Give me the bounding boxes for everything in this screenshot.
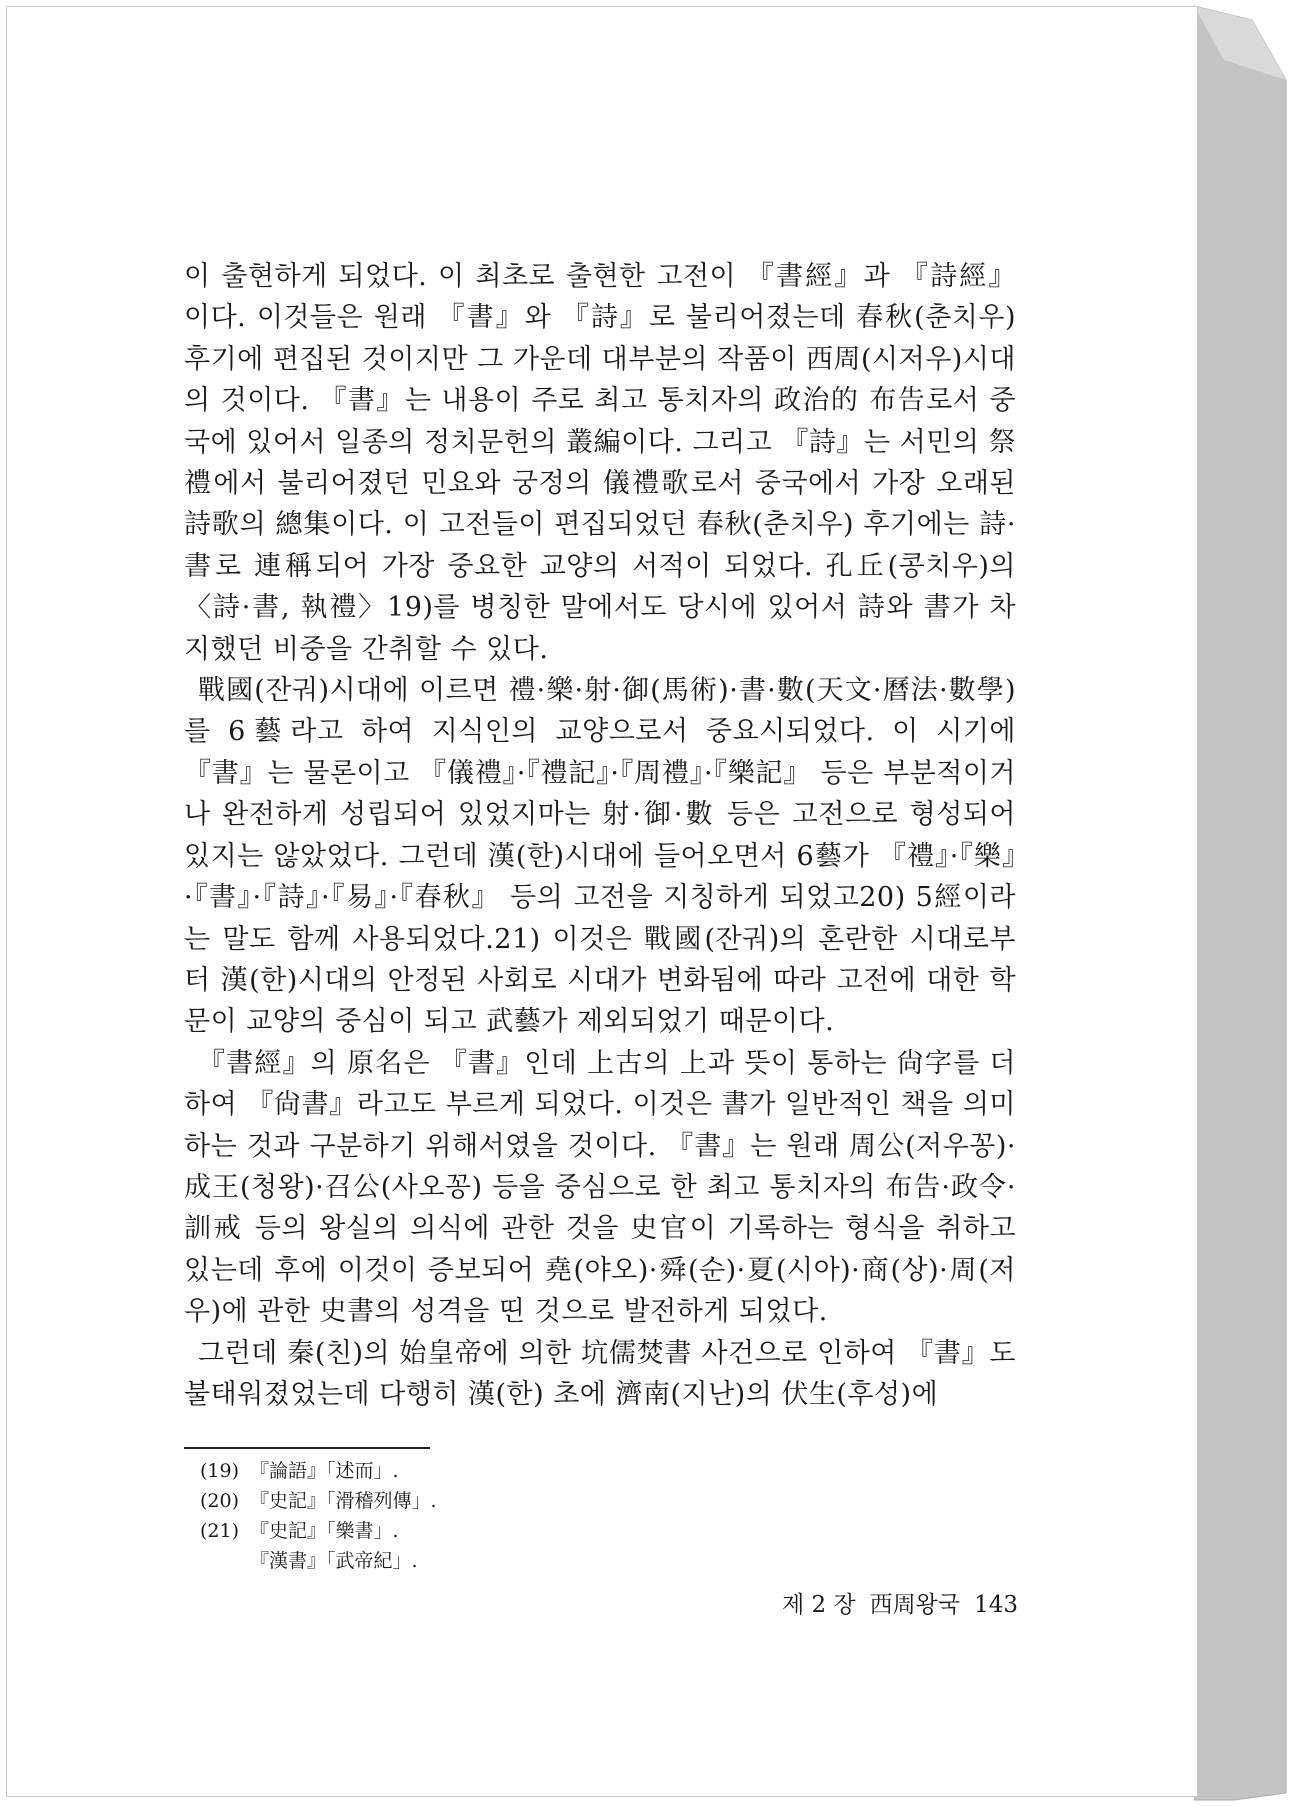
- paragraph: 이 출현하게 되었다. 이 최초로 출현한 고전이 『書經』과 『詩經』이다. 이것들은 원래 『書』와 『詩』로 불리어졌는데 春秋(춘치우) 후기에 편집된 것이지만 그 가운데 대부분의 작품이 西周(시저우)시대의 것이다. 『書』는 내용이 주로 최고 통치자의 政治的 布告로서 중국에 있어서 일종의 정치문헌의 叢編이다. 그리고 『詩』는 서민의 祭禮에서 불리어졌던 민요와 궁정의 儀禮歌로서 중국에서 가장 오래된 詩歌의 總集이다. 이 고전들이 편집되었던 春秋(춘치우) 후기에는 詩·書로 連稱되어 가장 중요한 교양의 서적이 되었다. 孔丘(콩치우)의 〈詩·書, 執禮〉19)를 병칭한 말에서도 당시에 있어서 詩와 書가 차지했던 비중을 간취할 수 있다.: [184, 261, 1016, 665]
- paragraph: 『書經』의 原名은 『書』인데 上古의 上과 뜻이 통하는 尙字를 더하여 『尙書』라고도 부르게 되었다. 이것은 書가 일반적인 책을 의미하는 것과 구분하기 위해서였을 것이다. 『書』는 원래 周公(저우꽁)·成王(청왕)·召公(사오꽁) 등을 중심으로 한 최고 통치자의 布告·政令·訓戒 등의 왕실의 의식에 관한 것을 史官이 기록하는 형식을 취하고 있는데 후에 이것이 증보되어 堯(야오)·舜(순)·夏(시아)·商(상)·周(저우)에 관한 史書의 성격을 띤 것으로 발전하게 되었다.: [184, 1047, 1016, 1328]
- footnote-text: 『論語』「述而」.: [250, 1460, 399, 1482]
- book-edge-shape: [1194, 6, 1286, 1800]
- footnote-number: (19): [200, 1460, 240, 1482]
- footnote: [200, 1486, 700, 1516]
- footnote-text: 『史記』「滑稽列傳」.: [250, 1490, 437, 1512]
- book-page-edge: [1194, 0, 1294, 1806]
- running-footer: [718, 1590, 1018, 1620]
- paragraph: 그런데 秦(친)의 始皇帝에 의한 坑儒焚書 사건으로 인하여 『書』도 불태워졌었는데 다행히 漢(한) 초에 濟南(지난)의 伏生(후성)에: [184, 1337, 1016, 1410]
- footnote-number: (20): [200, 1490, 240, 1512]
- chapter-label: 제 2 장: [781, 1592, 856, 1618]
- footnote: [200, 1456, 700, 1486]
- footnote-number: (21): [200, 1520, 240, 1542]
- footnote-divider: [184, 1447, 430, 1449]
- paragraph: 戰國(잔궈)시대에 이르면 禮·樂·射·御(馬術)·書·數(天文·曆法·數學)를 6藝라고 하여 지식인의 교양으로서 중요시되었다. 이 시기에 『書』는 물론이고 『儀禮』·『禮記』·『周禮』·『樂記』 등은 부분적이거나 완전하게 성립되어 있었지마는 射·御·數 등은 고전으로 형성되어 있지는 않았었다. 그런데 漢(한)시대에 들어오면서 6藝가 『禮』·『樂』·『書』·『詩』·『易』·『春秋』 등의 고전을 지칭하게 되었고20) 5經이라는 말도 함께 사용되었다.21) 이것은 戰國(잔궈)의 혼란한 시대로부터 漢(한)시대의 안정된 사회로 시대가 변화됨에 따라 고전에 대한 학문이 교양의 중심이 되고 武藝가 제외되었기 때문이다.: [184, 675, 1016, 1038]
- chapter-title: 西周왕국: [869, 1592, 961, 1618]
- footnote-text: 『史記』「樂書」.: [250, 1520, 399, 1542]
- body-text: [184, 256, 1016, 1415]
- footnote-continuation: [200, 1546, 700, 1576]
- footnote: [200, 1516, 700, 1546]
- footnotes: [200, 1456, 700, 1576]
- footnote-text: 『漢書』「武帝紀」.: [250, 1550, 418, 1572]
- page-number: 143: [974, 1592, 1018, 1618]
